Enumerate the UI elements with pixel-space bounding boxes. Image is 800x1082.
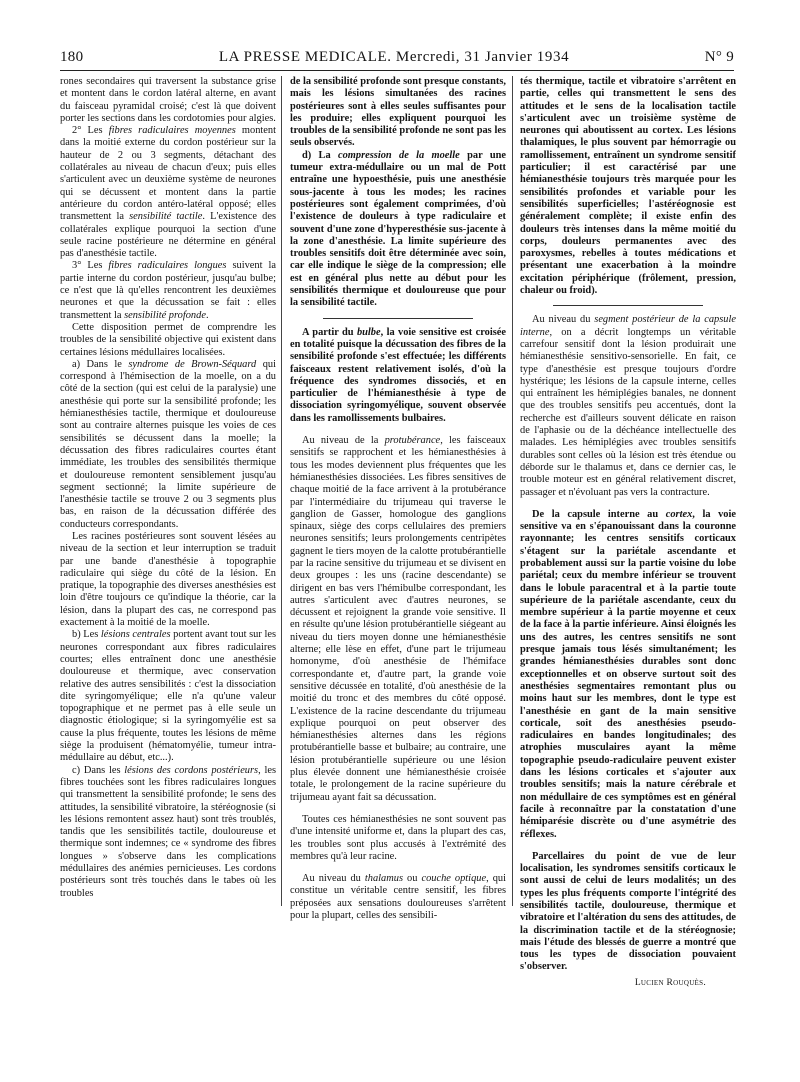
col1-paragraph-8: c) Dans les lésions des cordons postérieurs, les fibres touchées sont les fibres radiculaires longues qui transmettent la sensibilité profonde; le sens des attitudes, la sensibilité vibratoire, la stéréognosie (si les lésions remontent assez haut) sont très troublés, tandis que les sensibilités tactile, douloureuse et thermique sont indemnes; ce « syndrome des fibres longues » s'observe dans les complications médullaires des anémies pernicieuses. Les cordons postérieurs sont très touchés dans le tabes où les troubles: [60, 764, 276, 899]
col2-paragraph-1: de la sensibilité profonde sont presque constants, mais les lésions simultanées des racines postérieures sont à elles seules suffisantes pour les produire; elles expliquent pourquoi les troubles de la sensibilité profonde ne sont pas les seuls observés.: [290, 76, 506, 149]
issue-number: N° 9: [704, 48, 734, 65]
article-columns: [60, 76, 736, 1006]
author-signature: Lucien Rouquès.: [634, 977, 706, 988]
col2-paragraph-3: A partir du bulbe, la voie sensitive est croisée en totalité puisque la décussation des fibres de la sensibilité profonde s'est effectuée; les différents faisceaux restent relativement isolés, d'où la fréquence des syndromes dissociés, et en particulier de l'hémianesthésie à type de dissociation syringomyélique, souvent observée dans les ramollissements bulbaires.: [290, 326, 506, 424]
section-rule: [553, 305, 703, 306]
col1-paragraph-1: rones secondaires qui traversent la substance grise et montent dans le cordon latéral alterne, en avant du faisceau pyramidal croisé; c'est là que doivent porter les sections dans les cordotomies pour algies.: [60, 76, 276, 124]
page-number: 180: [60, 48, 84, 65]
col1-paragraph-5: a) Dans le syndrome de Brown-Séquard qui correspond à l'hémisection de la moelle, on a du côté de la section (qui est celui de la paralysie) une anesthésie qui porte sur la sensibilité profonde; les hémianesthésies tactile, thermique et douloureuse sont au contraire alternes puisque les voies de ces sensibilités se décussent dans la moelle; la décussation des fibres radiculaires courtes étant immédiate, les troubles des sensibilités thermique et douloureuse remontent sensiblement jusqu'au segment sectionné; la limite supérieure de l'anesthésie tactile se trouve 2 ou 3 segments plus bas, en raison de la décussation différée des conducteurs correspondants.: [60, 358, 276, 530]
col3-paragraph-4: Parcellaires du point de vue de leur localisation, les syndromes sensitifs corticaux le sont aussi de celui de leurs modalités; un des types les plus fréquents comporte l'intégrité des sensibilités tactile, douloureuse, thermique et vibratoire et l'altération du sens des attitudes, de la discrimination tactile et de la stéréognosie; mais l'étude des blessés de guerre a montré que tous les types de dissociation pouvaient s'observer.: [520, 850, 736, 973]
col2-paragraph-6: Au niveau du thalamus ou couche optique, qui constitue un véritable centre sensitif, les fibres préposées aux sensations douloureuses s'arrêtent pour la plupart, celles des sensibili-: [290, 873, 506, 921]
col1-paragraph-7: b) Les lésions centrales portent avant tout sur les neurones correspondant aux fibres radiculaires courtes; elles entraînent donc une anesthésie douloureuse et thermique, avec conservation relative des autres sensibilités : c'est la dissociation dite syringomyélique; elle n'a qu'une valeur topographique et ne permet pas à elle seule un diagnostic étiologique; si la syringomyélie est sa cause la plus fréquente, toutes les lésions de même siège la produisent (hématomyélie, tumeur intra-médullaire au début, etc...).: [60, 629, 276, 764]
section-rule: [323, 318, 473, 319]
col1-paragraph-4: Cette disposition permet de comprendre les troubles de la sensibilité objective qui existent dans certaines lésions médullaires localisées.: [60, 321, 276, 358]
col3-paragraph-2: Au niveau du segment postérieur de la capsule interne, on a décrit longtemps un véritable carrefour sensitif dont la lésion produirait une hémianesthésie sensitivo-sensorielle. En fait, ce type d'anesthésie est presque toujours d'ordre hystérique; les lésions de la capsule interne, celles qui entraînent les hémiplégies banales, ne donnent que des troubles sensitifs peu accentués, dont la recherche est d'ailleurs souvent délicate en raison de l'aphasie ou de la déchéance intellectuelle des malades. Les hémiplégies avec troubles sensitifs durables sont celles où la lésion est très étendue ou déborde sur le thalamus et, dans ce dernier cas, le trouble moteur est en général relativement discret, passager et n'évoluant pas vers la contracture.: [520, 314, 736, 498]
col1-paragraph-2: 2° Les fibres radiculaires moyennes montent dans la moitié externe du cordon postérieur sur la hauteur de 2 ou 3 segments, détachant des collatérales au niveau de chacun d'eux; puis elles s'articulent avec un deuxième système de neurones qui se décussent et montent dans la partie antérieure du cordon antéro-latéral opposé; elles transmettent la sensibilité tactile. L'existence des collatérales explique pourquoi la section d'une seule racine postérieure ne détermine en général pas d'anesthésie tactile.: [60, 125, 276, 260]
col2-paragraph-5: Toutes ces hémianesthésies ne sont souvent pas d'une intensité uniforme et, dans la plupart des cas, les troubles sont plus accusés à l'extrémité des membres qu'à leur racine.: [290, 813, 506, 862]
column-3: [520, 76, 736, 1006]
column-2: [290, 76, 506, 1006]
column-1: [60, 76, 276, 1006]
col1-paragraph-6: Les racines postérieures sont souvent lésées au niveau de la section et leur interruption se traduit par une bande d'anesthésie à topographie radiculaire qui siège du côté de la lésion. En pratique, la topographie des diverses anesthésies est loin d'être toujours ce qu'indique la théorie, car la lésion, dans la plupart des cas, ne correspond pas exactement à la moitié de la moelle.: [60, 530, 276, 629]
col1-paragraph-3: 3° Les fibres radiculaires longues suivent la partie interne du cordon postérieur, jusqu'au bulbe; ce n'est que là qu'elles rencontrent les deuxièmes neurones et que la décussation se fait : elles transmettent la sensibilité profonde.: [60, 260, 276, 321]
page-header: [60, 44, 734, 71]
col3-paragraph-1: tés thermique, tactile et vibratoire s'arrêtent en partie, celles qui transmettent le sens des attitudes et le sens de la localisation tactile s'articulent avec un troisième système de neurones qui aboutissent au cortex. Les lésions thalamiques, le plus souvent par hémorragie ou ramollissement, entraînent un syndrome sensitif particulier; il est caractérisé par une hémianesthésie toujours très marquée pour les sensibilités profondes et variable pour les sensibilités superficielles; l'astéréognosie est généralement complète; il existe enfin des douleurs très intenses dans la même moitié du corps, douleurs permanentes avec des paroxysmes, rebelles à toutes médications et présentant une exacerbation à la moindre excitation périphérique (frôlement, pression, chaleur ou froid).: [520, 76, 736, 297]
col3-paragraph-3: De la capsule interne au cortex, la voie sensitive va en s'épanouissant dans la couronne rayonnante; les centres sensitifs corticaux s'étagent sur la pariétale ascendante et probablement aussi sur la partie voisine du lobe pariétal; ceux du membre inférieur se trouvent dans le lobule paracentral et à la partie toute supérieure de la pariétale ascendante, ceux du membre supérieur à la partie moyenne et ceux de la face à la partie inférieure. Ainsi éloignés les uns des autres, les centres sensitifs ne sont presque jamais tous lésés simultanément; les grandes hémianesthésies durables sont donc exceptionnelles et on observe surtout soit des anesthésies segmentaires remontant plus ou moins haut sur les membres, dont le type est l'anesthésie en gant de la main sensitive corticale, soit des anesthésies pseudo-radiculaires en bandes longitudinales; des atrophies musculaires ayant la même topographie pseudo-radiculaire peuvent exister dans les lésions corticales et s'ajouter aux troubles sensitifs; mais la nature cérébrale et non médullaire de ces symptômes est en général facile à reconnaître par la constatation d'une hémiparésie discrète ou d'une asymétrie des réflexes.: [520, 508, 736, 840]
journal-title: LA PRESSE MEDICALE. Mercredi, 31 Janvier 1934: [218, 48, 570, 65]
col2-paragraph-4: Au niveau de la protubérance, les faisceaux sensitifs se rapprochent et les hémianesthésies à tous les modes deviennent plus fréquentes que les hémianesthésies dissociées. Les fibres sensitives de chaque moitié de la face arrivent à la protubérance par l'intermédiaire du trijumeau qui traverse le ganglion de Gasser, homologue des ganglions spinaux, siège des corps cellulaires des premiers neurones sensitifs; leurs prolongements centripètes gagnent le tiers moyen de la calotte protubérantielle par la racine sensitive du trijumeau et se divisent en deux groupes : les uns (racine descendante) se dirigent en bas vers l'hémibulbe correspondant, les autres s'articulent avec d'autres neurones, se décussent et rejoignent la grande voie sensitive. Il en résulte qu'une lésion protubérantielle siégeant au niveau du tiers moyen donne une hémianesthésie alterne; elle lèse en effet, d'une part le trijumeau homonyme, d'où anesthésie de l'hémiface correspondante et, d'autre part, la grande voie sensitive décussée en totalité, d'où anesthésie de la moitié du tronc et des membres du côté opposé. L'existence de la racine descendante du trijumeau explique pourquoi on peut observer des hémianesthésies alternes dans les régions protubérantielle basse et bulbaire; au contraire, une lésion protubérantielle supérieure ou une lésion plus élevée donnent une hémianesthésie croisée totale, le prolongement de la racine supérieure du trijumeau ayant fait sa décussation.: [290, 435, 506, 803]
col2-paragraph-2: d) La compression de la moelle par une tumeur extra-médullaire ou un mal de Pott entraîne une hypoesthésie, puis une anesthésie sous-jacente à tous les modes; les racines postérieures sont également comprimées, d'où l'existence de douleurs à type radiculaire et souvent d'une zone d'hyperesthésie sus-jacente à la zone d'anesthésie. La limite supérieure des troubles sensitifs doit être déterminée avec soin, car elle indique le siège de la compression; elle est en général plus nette au début pour les sensibilités thermique et douloureuse que pour la sensibilité tactile.: [290, 149, 506, 309]
